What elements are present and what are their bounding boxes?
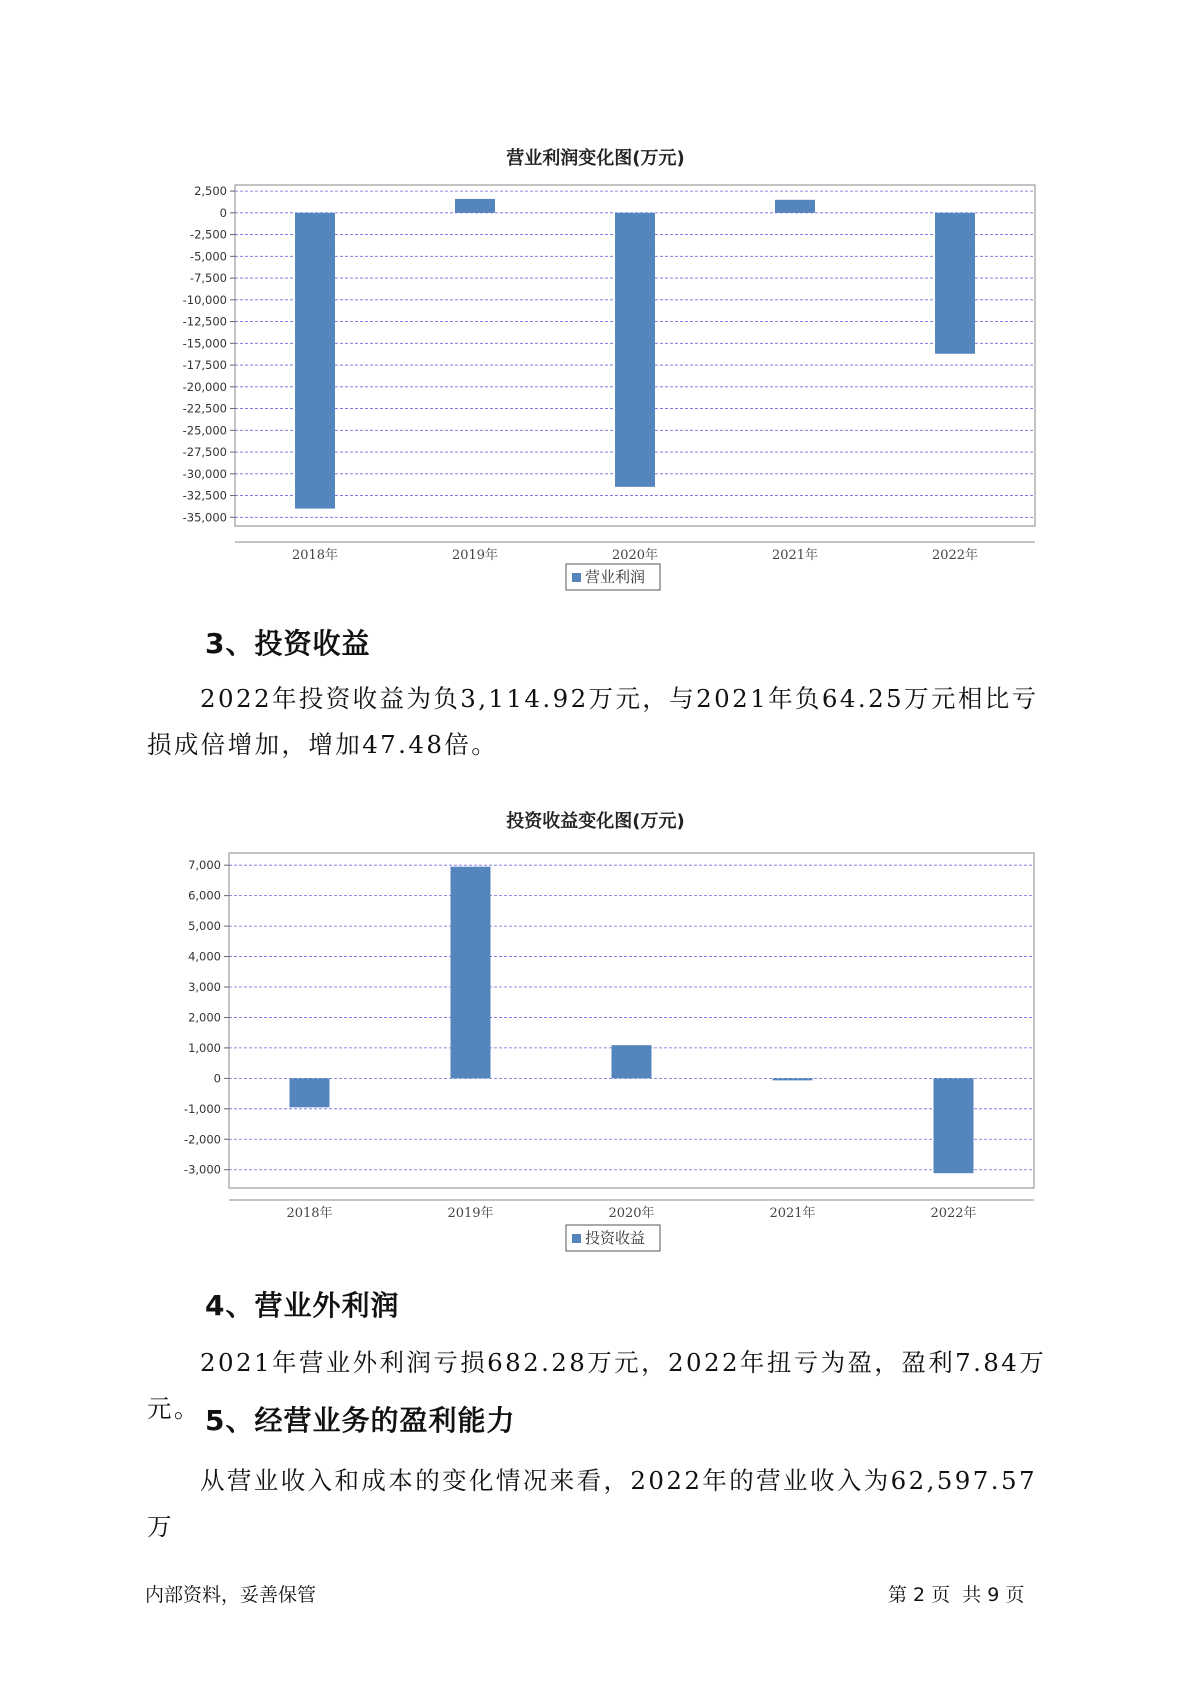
chart1-ytick-label: -17,500 [182,358,227,373]
chart1-bar [295,213,335,509]
chart1-category-label: 2022年 [931,548,979,563]
footer-page-number: 第 2 页 共 9 页 [888,1584,1025,1606]
chart1-title: 营业利润变化图(万元) [506,148,685,169]
chart1-bar [615,213,655,487]
chart2-ytick-label: 6,000 [188,888,221,903]
chart1-category-label: 2020年 [611,548,659,563]
chart1-legend [566,564,660,590]
section-3-heading: 3、投资收益 [205,627,371,660]
chart2-ytick-label: 0 [213,1071,221,1086]
chart2-ytick-label: 3,000 [188,980,221,994]
section-5-paragraph: 从营业收入和成本的变化情况来看，2022年的营业收入为62,597.57万 [147,1466,1037,1541]
chart2-ytick-label: -3,000 [183,1162,221,1177]
chart1-ytick-label: 0 [219,205,227,220]
chart2-category-label: 2022年 [930,1206,977,1221]
chart2-category-label: 2018年 [286,1206,333,1221]
chart2-category-label: 2019年 [447,1206,494,1221]
chart1-ytick-label: -25,000 [182,423,227,438]
operating-profit-chart [0,170,1191,590]
chart1-ytick-label: -10,000 [182,292,227,307]
chart2-legend [566,1225,660,1251]
chart1-category-label: 2019年 [451,548,499,563]
chart2-ytick-label: -2,000 [183,1132,221,1147]
chart1-ytick-label: -5,000 [189,249,227,264]
chart1-legend-label: 营业利润 [585,568,646,586]
section-5-heading: 5、经营业务的盈利能力 [205,1404,516,1437]
chart2-category-label: 2020年 [608,1206,655,1221]
chart1-legend-swatch [572,573,581,582]
chart1-bar [775,200,815,213]
chart2-legend-label: 投资收益 [585,1229,646,1247]
chart1-bar [935,213,975,354]
footer-confidential: 内部资料，妥善保管 [145,1584,317,1606]
chart1-ytick-label: -32,500 [182,488,227,503]
chart1-ytick-label: -30,000 [182,466,227,481]
chart2-bar [934,1078,974,1173]
chart2-ytick-label: 1,000 [188,1040,221,1055]
chart1-bar [455,199,495,213]
chart2-category-label: 2021年 [769,1206,816,1221]
chart2-bar [451,867,491,1079]
chart1-ytick-label: -15,000 [182,336,227,351]
section-3-paragraph: 2022年投资收益为负3,114.92万元，与2021年负64.25万元相比亏损成倍增加，增加47.48倍。 [147,684,1039,759]
chart1-ytick-label: -2,500 [189,227,227,242]
chart2-ytick-label: -1,000 [183,1101,221,1116]
chart1-ytick-label: -7,500 [189,271,227,286]
chart1-ytick-label: -22,500 [182,401,227,416]
chart2-ytick-label: 7,000 [188,858,221,873]
section-4-paragraph: 2021年营业外利润亏损682.28万元，2022年扭亏为盈，盈利7.84万元。 [147,1348,1047,1423]
investment-income-chart [0,838,1191,1258]
chart2-ytick-label: 4,000 [188,949,221,964]
chart2-bar [773,1078,813,1080]
chart2-title: 投资收益变化图(万元) [506,811,685,832]
chart1-ytick-label: -12,500 [182,314,227,329]
chart1-category-label: 2018年 [291,548,339,563]
chart2-bar [612,1045,652,1078]
chart2-legend-swatch [572,1234,581,1243]
chart1-ytick-label: -35,000 [182,510,227,525]
chart2-bar [290,1078,330,1107]
chart2-plot-area [229,853,1034,1188]
chart2-ytick-label: 2,000 [188,1010,221,1025]
chart1-ytick-label: -20,000 [182,379,227,394]
chart1-ytick-label: -27,500 [182,445,227,460]
chart1-ytick-label: 2,500 [194,184,227,199]
chart1-category-label: 2021年 [771,548,819,563]
chart2-ytick-label: 5,000 [188,919,221,934]
section-4-heading: 4、营业外利润 [205,1289,400,1322]
